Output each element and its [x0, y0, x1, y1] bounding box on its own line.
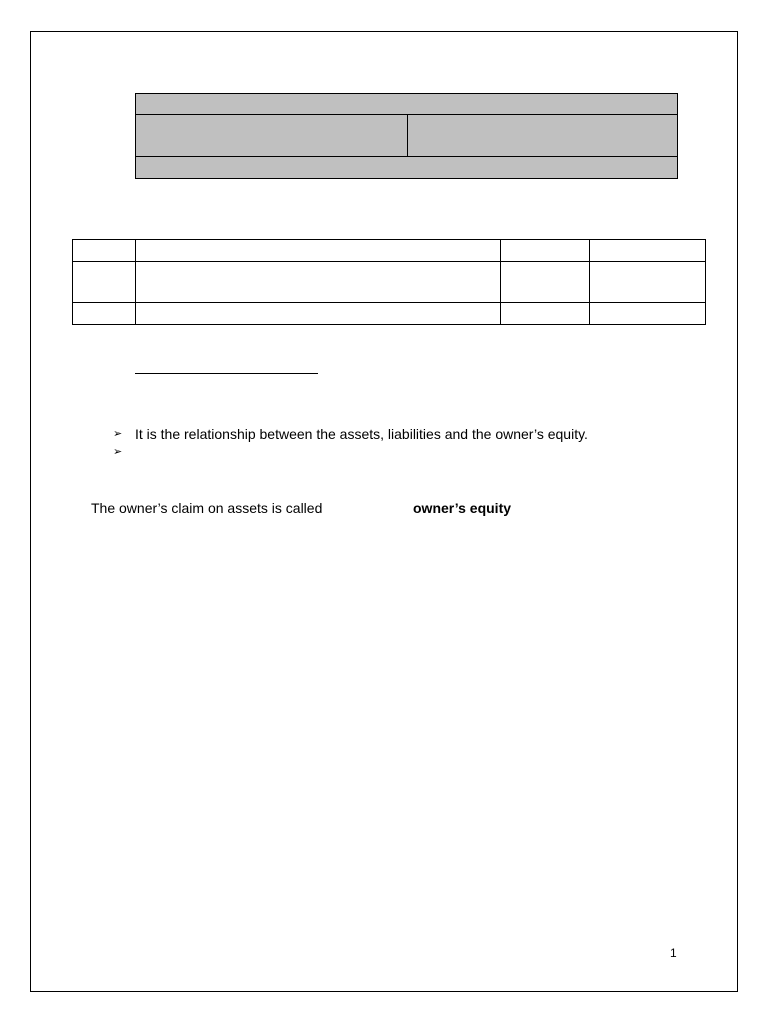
arrow-bullet-icon: ➢ — [113, 445, 123, 458]
claim-sentence: The owner’s claim on assets is called — [91, 500, 323, 516]
list-item — [113, 443, 713, 461]
table-cell — [136, 262, 501, 303]
header-box-top-row — [136, 94, 677, 115]
table-cell — [73, 240, 136, 262]
table-cell — [590, 303, 706, 325]
table-cell — [136, 303, 501, 325]
empty-table — [72, 239, 706, 325]
arrow-bullet-icon: ➢ — [113, 427, 123, 440]
header-box — [135, 93, 678, 179]
table-cell — [590, 240, 706, 262]
table-cell — [136, 240, 501, 262]
header-box-middle-row — [136, 115, 677, 157]
table-cell — [73, 303, 136, 325]
table-row — [73, 240, 706, 262]
list-item — [113, 425, 713, 443]
table-row — [73, 262, 706, 303]
header-box-right-cell — [408, 115, 677, 156]
table-row — [73, 303, 706, 325]
table-cell — [590, 262, 706, 303]
header-box-left-cell — [136, 115, 408, 156]
bullet-list — [113, 425, 713, 461]
bullet-text: It is the relationship between the assets, liabilities and the owner’s equity. — [135, 426, 588, 442]
table-cell — [73, 262, 136, 303]
page-number: 1 — [670, 946, 677, 960]
underline-rule — [135, 373, 318, 374]
claim-term: owner’s equity — [413, 500, 512, 516]
table-cell — [501, 240, 590, 262]
table-cell — [501, 303, 590, 325]
header-box-bottom-row — [136, 157, 677, 178]
table-cell — [501, 262, 590, 303]
